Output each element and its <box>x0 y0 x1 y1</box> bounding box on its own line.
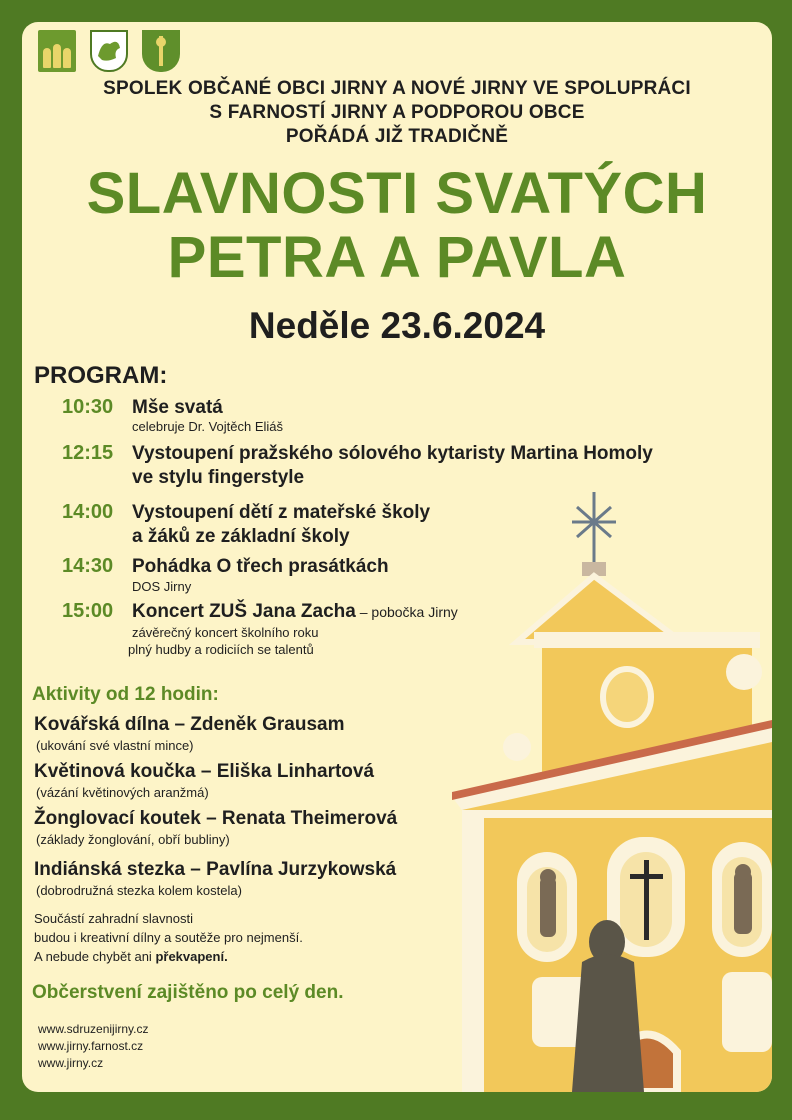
roof-cross-icon <box>572 492 616 562</box>
program-heading: PROGRAM: <box>34 362 168 389</box>
title-line: PETRA A PAVLA <box>167 225 627 290</box>
dragon-coat-of-arms-icon <box>90 30 128 72</box>
intro-text <box>22 77 772 149</box>
program-title: Mše svatá <box>132 397 223 418</box>
extra-line: budou i kreativní dílny a soutěže pro nejmenší. <box>34 930 303 945</box>
websites <box>38 1021 148 1072</box>
people-logo-icon <box>38 30 76 72</box>
program-subtitle: závěrečný koncert školního roku <box>132 625 319 640</box>
program-subtitle: DOS Jirny <box>132 579 192 594</box>
intro-line: S FARNOSTÍ JIRNY A PODPOROU OBCE <box>209 102 585 123</box>
program-time: 14:30 <box>62 555 114 577</box>
refreshment-note: Občerstvení zajištěno po celý den. <box>32 982 344 1003</box>
activity-title: Květinová koučka – Eliška Linhartová <box>34 761 375 782</box>
intro-line: POŘÁDÁ JIŽ TRADIČNĚ <box>285 126 509 147</box>
website-link[interactable]: www.sdruzenijirny.cz <box>38 1022 149 1036</box>
activity-subtitle: (vázání květinových aranžmá) <box>36 785 209 800</box>
event-date: Neděle 23.6.2024 <box>248 305 546 346</box>
program-subtitle-line2: plný hudby a rodiciích se talentů <box>128 642 314 657</box>
church-illustration <box>422 492 772 1092</box>
website-link[interactable]: www.jirny.cz <box>38 1056 104 1070</box>
event-title <box>22 162 772 290</box>
website-link[interactable]: www.jirny.farnost.cz <box>38 1039 144 1053</box>
program-title-note: – pobočka Jirny <box>355 604 458 620</box>
poster-card <box>22 22 772 1092</box>
extra-info <box>34 909 454 966</box>
title-line: SLAVNOSTI SVATÝCH <box>86 161 708 226</box>
program-subtitle: celebruje Dr. Vojtěch Eliáš <box>132 419 284 434</box>
extra-line <box>34 947 454 966</box>
intro-line: SPOLEK OBČANÉ OBCI JIRNY A NOVÉ JIRNY VE SPOLUPRÁCI <box>103 78 691 99</box>
program-title-line2: a žáků ze základní školy <box>132 526 350 547</box>
program-time: 15:00 <box>62 600 114 622</box>
program-title: Vystoupení dětí z mateřské školy <box>132 502 431 523</box>
program-title: Pohádka O třech prasátkách <box>132 556 389 577</box>
extra-line: Součástí zahradní slavnosti <box>34 911 193 926</box>
green-coat-of-arms-icon <box>142 30 180 72</box>
activities-heading: Aktivity od 12 hodin: <box>32 684 219 705</box>
program-title: Vystoupení pražského sólového kytaristy Martina Homoly <box>132 443 653 464</box>
surprise-text: překvapení. <box>155 949 228 964</box>
activity-subtitle: (dobrodružná stezka kolem kostela) <box>36 883 242 898</box>
program-time: 12:15 <box>62 442 114 464</box>
activity-subtitle: (základy žonglování, obří bubliny) <box>36 832 230 847</box>
activity-title: Žonglovací koutek – Renata Theimerová <box>34 808 398 829</box>
activity-subtitle: (ukování své vlastní mince) <box>36 738 194 753</box>
program-time: 14:00 <box>62 501 114 523</box>
extra-line-text: A nebude chybět ani <box>34 949 156 964</box>
program-title-main: Koncert ZUŠ Jana Zacha <box>132 601 356 622</box>
logo-bar <box>38 30 180 72</box>
program-title-line2: ve stylu fingerstyle <box>132 467 305 488</box>
activity-title: Indiánská stezka – Pavlína Jurzykowská <box>34 859 397 880</box>
program-time: 10:30 <box>62 396 114 418</box>
activity-title: Kovářská dílna – Zdeněk Grausam <box>34 714 345 735</box>
